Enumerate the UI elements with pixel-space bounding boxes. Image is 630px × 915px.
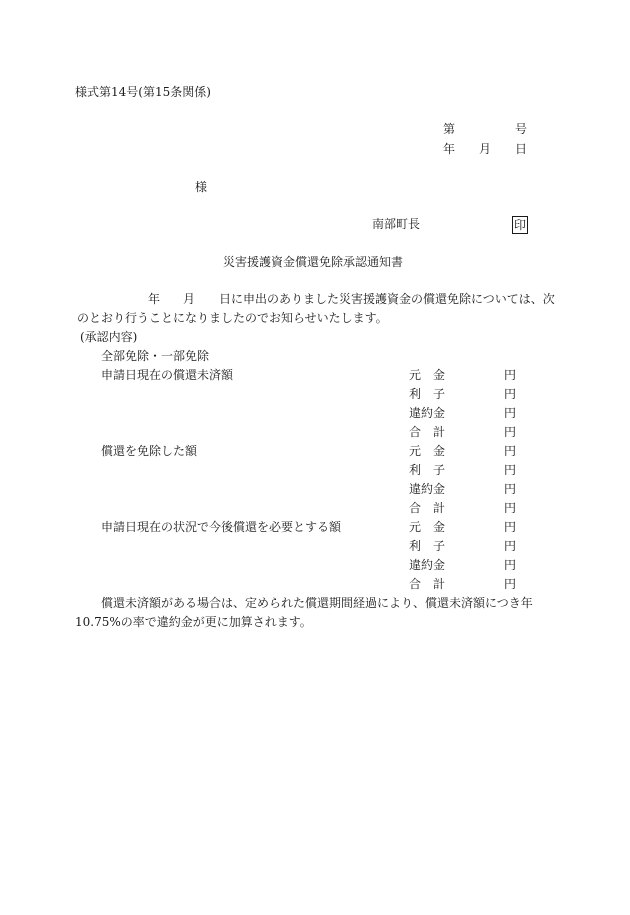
number-prefix: 第 [443, 122, 456, 136]
date-month: 月 [479, 142, 492, 156]
exemption-type: 全部免除・一部免除 [101, 349, 210, 363]
section-label: 償還を免除した額 [101, 444, 198, 458]
intro-text-line2: のとおり行うことになりましたのでお知らせいたします。 [77, 311, 388, 325]
late-fee-note-line2: 10.75%の率で違約金が更に加算されます。 [75, 615, 312, 629]
issuer: 南部町長 [372, 217, 421, 231]
item-unit: 円 [504, 425, 517, 439]
late-fee-note-line1: 償還未済額がある場合は、定められた償還期間経過により、償還未済額につき年 [101, 596, 533, 610]
item-unit: 円 [504, 482, 517, 496]
item-unit: 円 [504, 501, 517, 515]
form-id: 様式第14号(第15条関係) [75, 85, 211, 99]
intro-month: 月 [183, 292, 196, 306]
section-label: 申請日現在の償還未済額 [101, 368, 234, 382]
date-day: 日 [515, 142, 528, 156]
intro-year: 年 [148, 292, 161, 306]
item-name: 違約金 [409, 482, 446, 496]
addressee-suffix: 様 [195, 180, 208, 194]
seal-mark [512, 216, 528, 234]
intro-text-line1: 日に申出のありました災害援護資金の償還免除については、次 [219, 292, 555, 306]
document-title: 災害援護資金償還免除承認通知書 [223, 255, 404, 269]
item-name: 違約金 [409, 558, 446, 572]
item-unit: 円 [504, 520, 517, 534]
item-unit: 円 [504, 444, 517, 458]
item-unit: 円 [504, 558, 517, 572]
item-name: 元 金 [409, 444, 446, 458]
item-name: 元 金 [409, 368, 446, 382]
section-label: 申請日現在の状況で今後償還を必要とする額 [101, 520, 342, 534]
item-unit: 円 [504, 406, 517, 420]
item-unit: 円 [504, 387, 517, 401]
item-unit: 円 [504, 539, 517, 553]
item-name: 利 子 [409, 463, 446, 477]
date-year: 年 [443, 142, 456, 156]
item-name: 合 計 [409, 577, 446, 591]
seal-mark-text: 印 [514, 218, 527, 232]
item-name: 利 子 [409, 387, 446, 401]
item-name: 利 子 [409, 539, 446, 553]
item-name: 元 金 [409, 520, 446, 534]
item-name: 合 計 [409, 425, 446, 439]
approval-heading: (承認内容) [80, 330, 138, 344]
item-name: 合 計 [409, 501, 446, 515]
item-unit: 円 [504, 577, 517, 591]
item-unit: 円 [504, 368, 517, 382]
item-name: 違約金 [409, 406, 446, 420]
number-suffix: 号 [515, 122, 528, 136]
item-unit: 円 [504, 463, 517, 477]
